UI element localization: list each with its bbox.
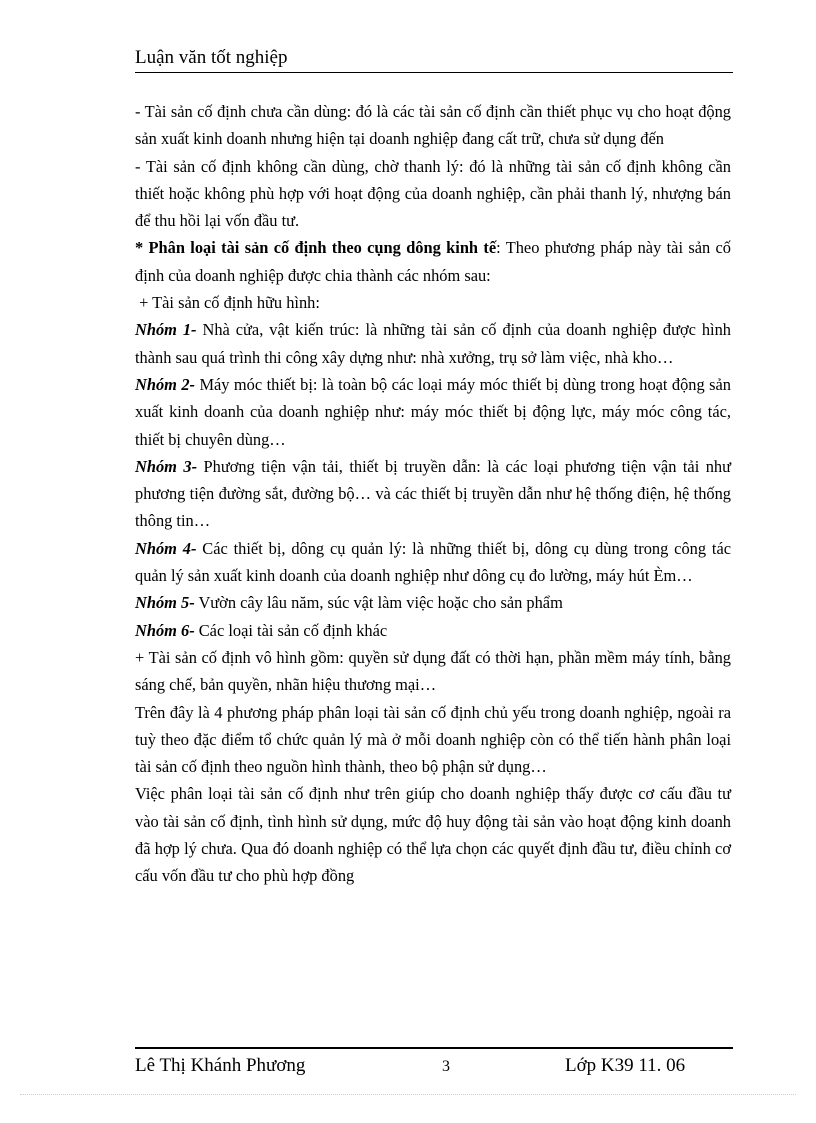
page-number: 3 [442, 1058, 450, 1075]
paragraph-tangible-assets [135, 289, 731, 316]
page-header [135, 44, 733, 73]
paragraph-text: Máy móc thiết bị: là toàn bộ các loại máy móc thiết bị dùng trong hoạt động sản xuất kinh doanh của doanh nghiệp như: máy móc thiết bị động lực, máy móc công tác, thiết bị chuyên dùng… [135, 374, 731, 449]
section-heading: * Phân loại tài sản cố định theo cụng dông kinh tế [135, 238, 497, 258]
paragraph-unneeded-assets [135, 153, 731, 235]
paragraph-text: Việc phân loại tài sản cố định như trên giúp cho doanh nghiệp thấy được cơ cấu đầu tư vào tài sản cố định, tình hình sử dụng, mức độ huy động tài sản vào hoạt động kinh doanh đã hợp lý chưa. Qua đó doanh nghiệp có thể lựa chọn các quyết định đầu tư, điều chỉnh cơ cấu vốn đầu tư cho phù hợp đồng [135, 784, 731, 886]
paragraph-text: Các loại tài sản cố định khác [194, 620, 388, 640]
paragraph-group-3 [135, 453, 731, 535]
group-label: Nhóm 1- [135, 320, 197, 340]
paragraph-group-5 [135, 589, 731, 616]
header-title: Luận văn tốt nghiệp [135, 47, 288, 68]
document-body [135, 98, 731, 890]
paragraph-group-1 [135, 316, 731, 371]
paragraph-summary-methods [135, 699, 731, 781]
paragraph-text: Phương tiện vận tải, thiết bị truyền dẫn: là các loại phương tiện vận tải như phương tiện đường sắt, đường bộ… và các thiết bị truyền dẫn như hệ thống điện, hệ thống thông tin… [135, 456, 731, 531]
paragraph-group-2 [135, 371, 731, 453]
paragraph-text: + Tài sản cố định vô hình gồm: quyền sử dụng đất có thời hạn, phần mềm máy tính, bằng sáng chế, bản quyền, nhãn hiệu thương mại… [135, 647, 731, 695]
paragraph-unused-assets [135, 98, 731, 153]
paragraph-text: Nhà cửa, vật kiến trúc: là những tài sản cố định của doanh nghiệp được hình thành sau quá trình thi công xây dựng như: nhà xưởng, trụ sở làm việc, nhà kho… [135, 320, 732, 367]
paragraph-text: - Tài sản cố định chưa cần dùng: đó là các tài sản cố định cần thiết phục vụ cho hoạt động sản xuất kinh doanh nhưng hiện tại doanh nghiệp đang cất trữ, chưa sử dụng đến [135, 102, 731, 149]
paragraph-text: Vườn cây lâu năm, súc vật làm việc hoặc cho sản phẩm [194, 593, 563, 613]
paragraph-text: Các thiết bị, dông cụ quản lý: là những thiết bị, dông cụ dùng trong công tác quản lý sản xuất kinh doanh của doanh nghiệp như dông cụ đo lường, máy hút Èm… [135, 538, 731, 586]
group-label: Nhóm 4- [135, 538, 197, 558]
paragraph-text: : Theo phương pháp này tài sản cố định của doanh nghiệp được chia thành các nhóm sau: [135, 238, 731, 285]
page-footer [135, 1047, 733, 1081]
group-label: Nhóm 3- [135, 456, 198, 476]
paragraph-classification-benefit [135, 780, 731, 889]
paragraph-group-6 [135, 617, 731, 644]
footer-class-code: Lớp K39 11. 06 [565, 1055, 686, 1076]
paragraph-economic-classification [135, 234, 731, 289]
footer-author: Lê Thị Khánh Phương [135, 1055, 306, 1076]
group-label: Nhóm 6- [135, 620, 195, 640]
group-label: Nhóm 5- [135, 593, 195, 613]
group-label: Nhóm 2- [135, 374, 195, 394]
paragraph-group-4 [135, 535, 731, 590]
paragraph-text: Trên đây là 4 phương pháp phân loại tài sản cố định chủ yếu trong doanh nghiệp, ngoài ra tuỳ theo đặc điểm tổ chức quản lý mà ở mỗi doanh nghiệp còn có thể tiến hành phân loại tài sản cố định theo nguồn hình thành, theo bộ phận sử dụng… [135, 702, 731, 777]
paragraph-text: - Tài sản cố định không cần dùng, chờ thanh lý: đó là những tài sản cố định không cần thiết hoặc không phù hợp với hoạt động của doanh nghiệp, cần phải thanh lý, nhượng bán để thu hồi lại vốn đầu tư. [135, 156, 731, 231]
paragraph-text: + Tài sản cố định hữu hình: [135, 293, 320, 313]
paragraph-intangible-assets [135, 644, 731, 699]
page-bottom-edge [20, 1094, 796, 1095]
